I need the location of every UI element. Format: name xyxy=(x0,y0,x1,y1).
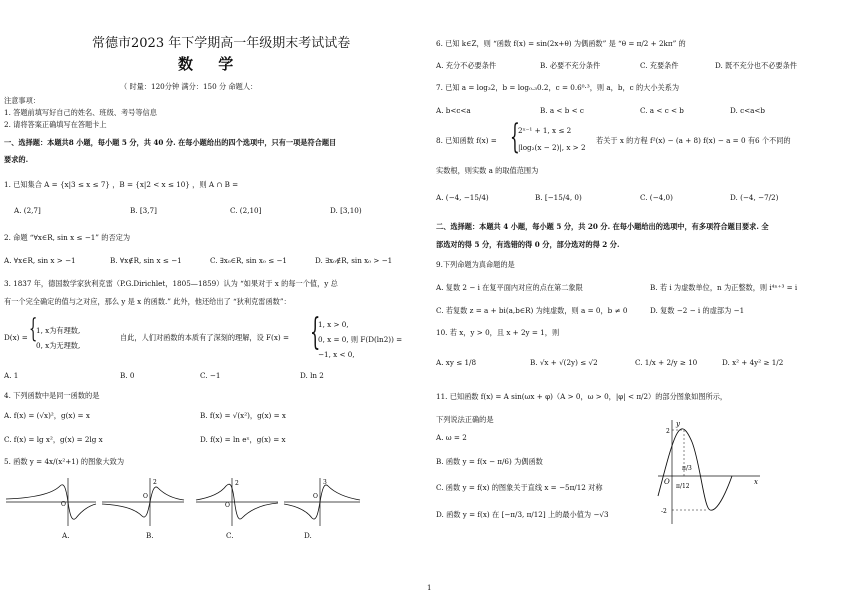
q10-option-c: C. 1/x + 2/y ≥ 10 xyxy=(635,358,698,367)
q4-option-c: C. f(x) = lg x²，g(x) = 2lg x xyxy=(4,435,103,444)
q8-brace: { xyxy=(510,117,520,157)
q8-prefix: 8. 已知函数 f(x) = xyxy=(436,136,497,145)
q11-max-label: 2 xyxy=(666,428,670,435)
q3-option-d: D. ln 2 xyxy=(300,371,324,380)
q5b-ytick: 2 xyxy=(153,479,157,486)
q3-f-brace: { xyxy=(310,312,321,353)
q3-d-case1: 1, x为有理数, xyxy=(36,326,81,335)
q9-option-d: D. 复数 −2 − i 的虚部为 −1 xyxy=(650,306,745,315)
q9-option-c: C. 若复数 z = a + bi(a,b∈R) 为纯虚数，则 a = 0，b ≠ 0 xyxy=(436,306,628,315)
q3-f-case1: 1, x > 0, xyxy=(318,320,349,329)
q2-option-b: B. ∀x∉R, sin x ≤ −1 xyxy=(110,256,182,265)
section1-heading-cont: 要求的. xyxy=(4,155,29,164)
q5d-ytick: 3 xyxy=(323,479,327,486)
q1-stem: 1. 已知集合 A = {x|3 ≤ x ≤ 7} ，B = {x|2 < x ≤ 10} ，则 A ∩ B = xyxy=(4,180,239,189)
q11-min-label: -2 xyxy=(661,508,667,515)
q5-stem: 5. 函数 y = 4x/(x²+1) 的图象大致为 xyxy=(4,457,125,466)
q3-f-case3: −1, x < 0, xyxy=(318,350,355,359)
q5d-origin: O xyxy=(313,493,318,500)
q11-option-d: D. 函数 y = f(x) 在 [−π/3, π/12] 上的最小值为 −√3 xyxy=(436,510,609,519)
exam-title: 常德市2023 年下学期高一年级期末考试试卷 xyxy=(92,36,351,51)
q8-line2: 实数根，则实数 a 的取值范围为 xyxy=(436,166,539,175)
q5-option-graphs xyxy=(4,474,364,534)
q8-case2: |log₂(x − 2)|, x > 2 xyxy=(518,143,586,152)
notes-title: 注意事项： xyxy=(4,96,40,105)
q4-option-b: B. f(x) = √(x²)，g(x) = x xyxy=(200,411,286,420)
q11-option-c: C. 函数 y = f(x) 的图象关于直线 x = −5π/12 对称 xyxy=(436,483,603,492)
q3-d-case2: 0, x为无理数, xyxy=(36,341,81,350)
section2-heading-cont: 部选对的得 5 分，有选错的得 0 分，部分选对的得 2 分. xyxy=(436,240,620,249)
q4-option-a: A. f(x) = (√x)²，g(x) = x xyxy=(4,411,90,420)
q6-stem: 6. 已知 k∈Z，则 “函数 f(x) = sin(2x+θ) 为偶函数” 是 “θ = π/2 + 2kπ” 的 xyxy=(436,39,686,48)
q4-option-d: D. f(x) = ln eˣ，g(x) = x xyxy=(200,435,286,444)
q1-option-b: B. [3,7] xyxy=(130,206,157,215)
q7-option-a: A. b<c<a xyxy=(436,106,471,115)
q11-option-a: A. ω = 2 xyxy=(436,433,467,442)
q3-line1: 3. 1837 年，德国数学家狄利克雷（P.G.Dirichlet，1805—1859）认为 “如果对于 x 的每一个值，y 总 xyxy=(4,279,338,288)
q11-pi12-label: π/12 xyxy=(676,483,690,490)
q8-option-a: A. (−4, −15/4) xyxy=(436,193,489,202)
q11-graph xyxy=(654,418,764,528)
section2-heading: 二、选择题：本题共 4 小题，每小题 5 分，共 20 分. 在每小题给出的选项中，有多项符合题目要求. 全 xyxy=(436,222,769,231)
q2-option-c: C. ∃x₀∈R, sin x₀ ≤ −1 xyxy=(210,256,287,265)
q5-graph-b xyxy=(102,478,184,526)
q5-graph-a xyxy=(6,478,96,526)
q4-stem: 4. 下列函数中是同一函数的是 xyxy=(4,391,100,400)
q3-f-case2: 0, x = 0, 则 F(D(ln2)) = xyxy=(318,335,403,344)
q8-option-c: C. (−4,0) xyxy=(640,193,673,202)
q3-d-left: D(x) = xyxy=(4,333,28,342)
q9-option-a: A. 复数 2 − i 在复平面内对应的点在第二象限 xyxy=(436,283,583,292)
q5c-ytick: 2 xyxy=(235,480,239,487)
q7-stem: 7. 已知 a = log₃2，b = log₀.₃0.2，c = 0.6⁰·³，则 a，b，c 的大小关系为 xyxy=(436,83,680,92)
q8-suffix: 若关于 x 的方程 f²(x) − (a + 8) f(x) − a = 0 有6 个不同的 xyxy=(596,136,791,145)
q5-graph-c xyxy=(196,478,278,526)
q6-option-c: C. 充要条件 xyxy=(640,61,679,70)
q10-option-a: A. xy ≤ 1/8 xyxy=(436,358,477,367)
q10-option-b: B. √x + √(2y) ≤ √2 xyxy=(530,358,598,367)
q9-stem: 9.下列命题为真命题的是 xyxy=(436,260,515,269)
exam-info: （ 时量：120分钟 满分：150 分 命题人： xyxy=(120,82,258,91)
q7-option-b: B. a < b < c xyxy=(540,106,584,115)
q10-option-d: D. x² + 4y² ≥ 1/2 xyxy=(722,358,784,367)
q6-option-a: A. 充分不必要条件 xyxy=(436,61,497,70)
q11-origin: O xyxy=(664,478,670,486)
q7-option-c: C. a < c < b xyxy=(640,106,684,115)
q5c-origin: O xyxy=(225,502,230,509)
q5-label-c: C. xyxy=(226,531,234,540)
q5-graph-d xyxy=(284,478,360,526)
q11-y-axis-label: y xyxy=(676,420,680,428)
q6-option-d: D. 既不充分也不必要条件 xyxy=(715,61,797,70)
q11-x-axis-label: x xyxy=(754,478,758,486)
q11-option-b: B. 函数 y = f(x − π/6) 为偶函数 xyxy=(436,457,543,466)
q11-stem: 11. 已知函数 f(x) = A sin(ωx + φ)（A > 0，ω > 0，|φ| < π/2）的部分图象如图所示， xyxy=(436,392,728,401)
q2-stem: 2. 命题 “∀x∈R, sin x ≤ −1” 的否定为 xyxy=(4,233,131,242)
q3-option-a: A. 1 xyxy=(4,371,19,380)
q5-label-a: A. xyxy=(62,531,70,540)
q1-option-c: C. (2,10] xyxy=(230,206,262,215)
q7-option-d: D. c<a<b xyxy=(730,106,766,115)
q3-option-c: C. −1 xyxy=(200,371,221,380)
q10-stem: 10. 若 x，y > 0，且 x + 2y = 1，则 xyxy=(436,328,560,337)
subject-title: 数 学 xyxy=(178,55,244,73)
q3-line2: 有一个完全确定的值与之对应，那么 y 是 x 的函数.” 此外，他还给出了 “狄利克雷函数”： xyxy=(4,297,291,306)
section1-heading: 一、选择题：本题共8 小题，每小题 5 分，共 40 分. 在每小题给出的四个选项中，只有一项是符合题目 xyxy=(4,138,337,147)
q11-line2: 下列说法正确的是 xyxy=(436,415,494,424)
q2-option-a: A. ∀x∈R, sin x > −1 xyxy=(4,256,76,265)
q1-option-a: A. (2,7] xyxy=(14,206,41,215)
q9-option-b: B. 若 i 为虚数单位，n 为正整数，则 i⁴ⁿ⁺³ = i xyxy=(650,283,798,292)
q1-option-d: D. [3,10) xyxy=(330,206,362,215)
q5-label-d: D. xyxy=(304,531,312,540)
q5-label-b: B. xyxy=(146,531,154,540)
q6-option-b: B. 必要不充分条件 xyxy=(540,61,601,70)
q8-option-d: D. (−4, −7/2) xyxy=(730,193,779,202)
q5a-origin: O xyxy=(61,501,66,508)
q3-middle: 自此，人们对函数的本质有了深刻的理解，设 F(x) = xyxy=(120,333,289,342)
q8-option-b: B. [−15/4, 0) xyxy=(535,193,582,202)
q3-option-b: B. 0 xyxy=(120,371,135,380)
q5b-origin: O xyxy=(143,493,148,500)
note-1: 1. 答题前填写好自己的姓名、班级、考号等信息 xyxy=(4,108,157,117)
q11-pi3-label: π/3 xyxy=(682,465,692,472)
note-2: 2. 请将答案正确填写在答题卡上 xyxy=(4,120,107,129)
q8-case1: 2ˣ⁻¹ + 1, x ≤ 2 xyxy=(518,126,572,135)
page-number: 1 xyxy=(427,584,432,592)
q2-option-d: D. ∃x₀∉R, sin x₀ > −1 xyxy=(315,256,393,265)
q3-d-brace: { xyxy=(29,314,38,344)
